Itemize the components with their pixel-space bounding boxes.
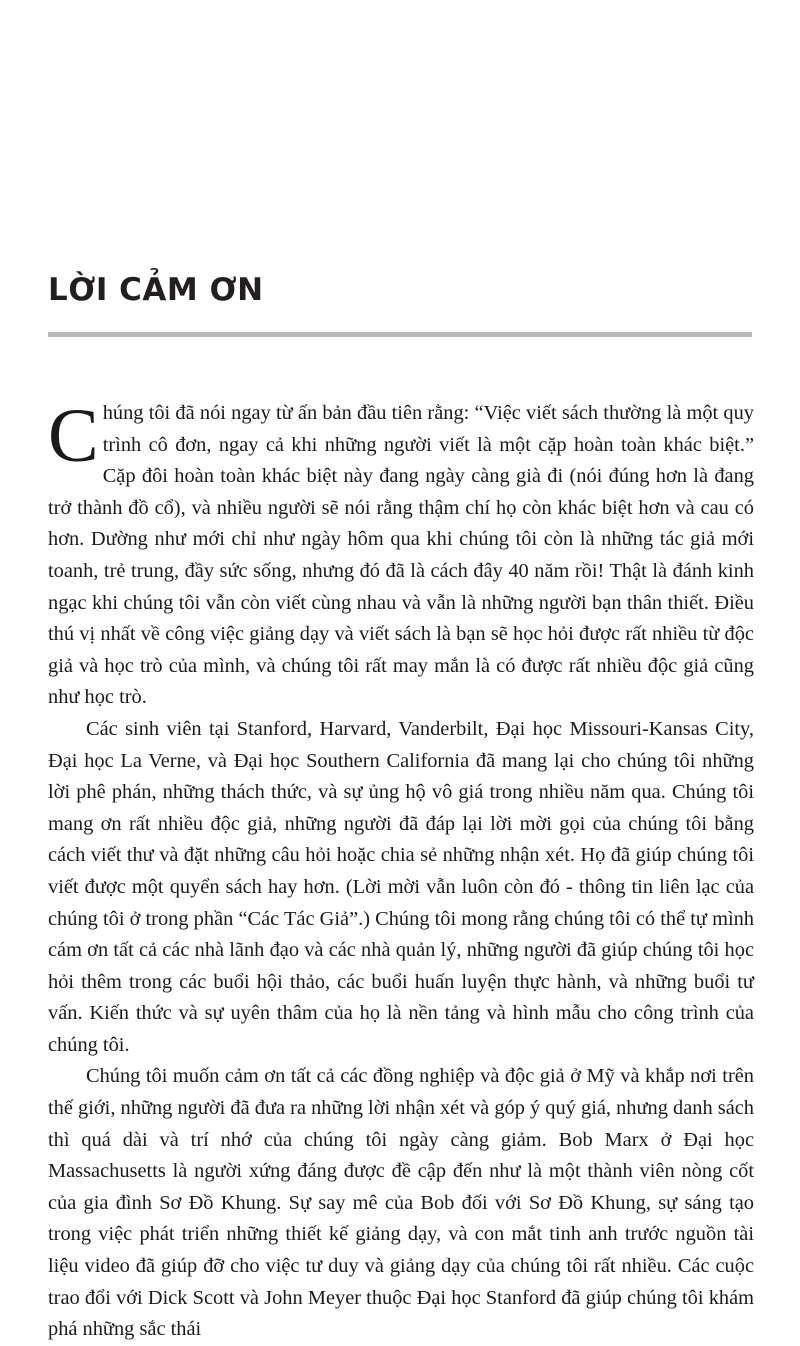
paragraph-2: Các sinh viên tại Stanford, Harvard, Vanderbilt, Đại học Missouri-Kansas City, Đại học La Verne, và Đại học Southern California đã mang lại cho chúng tôi những lời phê phán, những thách thức, và sự ủng hộ vô giá trong nhiều năm qua. Chúng tôi mang ơn rất nhiều độc giả, những người đã đáp lại lời mời gọi của chúng tôi bằng cách viết thư và đặt những câu hỏi hoặc chia sẻ những nhận xét. Họ đã giúp chúng tôi viết được một quyển sách hay hơn. (Lời mời vẫn luôn còn đó - thông tin liên lạc của chúng tôi ở trong phần “Các Tác Giả”.) Chúng tôi mong rằng chúng tôi có thể tự mình cám ơn tất cả các nhà lãnh đạo và các nhà quản lý, những người đã giúp chúng tôi học hỏi thêm trong các buổi hội thảo, các buổi huấn luyện thực hành, và những buổi tư vấn. Kiến thức và sự uyên thâm của họ là nền tảng và hình mẫu cho công trình của chúng tôi. — [48, 717, 754, 1056]
paragraph-1 — [48, 394, 754, 714]
title-divider — [48, 332, 752, 337]
paragraph-3: Chúng tôi muốn cảm ơn tất cả các đồng nghiệp và độc giả ở Mỹ và khắp nơi trên thế giới, những người đã đưa ra những lời nhận xét và góp ý quý giá, nhưng danh sách thì quá dài và trí nhớ của chúng tôi ngày càng giảm. Bob Marx ở Đại học Massachusetts là người xứng đáng được đề cập đến như là một thành viên nòng cốt của gia đình Sơ Đồ Khung. Sự say mê của Bob đối với Sơ Đồ Khung, sự sáng tạo trong việc phát triển những thiết kế giảng dạy, và con mắt tinh anh trước nguồn tài liệu video đã giúp đỡ cho việc tư duy và giảng dạy của chúng tôi rất nhiều. Các cuộc trao đổi với Dick Scott và John Meyer thuộc Đại học Stanford đã giúp chúng tôi khám phá những sắc thái — [48, 1065, 754, 1341]
body-text — [48, 394, 754, 1346]
page-title: LỜI CẢM ƠN — [48, 272, 264, 308]
paragraph-1-text: húng tôi đã nói ngay từ ấn bản đầu tiên rằng: “Việc viết sách thường là một quy trình cô đơn, ngay cả khi những người viết là một cặp hoàn toàn khác biệt.” Cặp đôi hoàn toàn khác biệt này đang ngày càng già đi (nói đúng hơn là đang trở thành đồ cổ), và nhiều người sẽ nói rằng thậm chí họ còn khác biệt hơn và cau có hơn. Dường như mới chỉ như ngày hôm qua khi chúng tôi còn là những tác giả mới toanh, trẻ trung, đầy sức sống, nhưng đó đã là cách đây 40 năm rồi! Thật là đánh kinh ngạc khi chúng tôi vẫn còn viết cùng nhau và vẫn là những người bạn thân thiết. Điều thú vị nhất về công việc giảng dạy và viết sách là bạn sẽ học hỏi được rất nhiều từ độc giả và học trò của mình, và chúng tôi rất may mắn là có được rất nhiều độc giả cũng như học trò. — [48, 402, 754, 709]
drop-cap: C — [48, 394, 99, 478]
